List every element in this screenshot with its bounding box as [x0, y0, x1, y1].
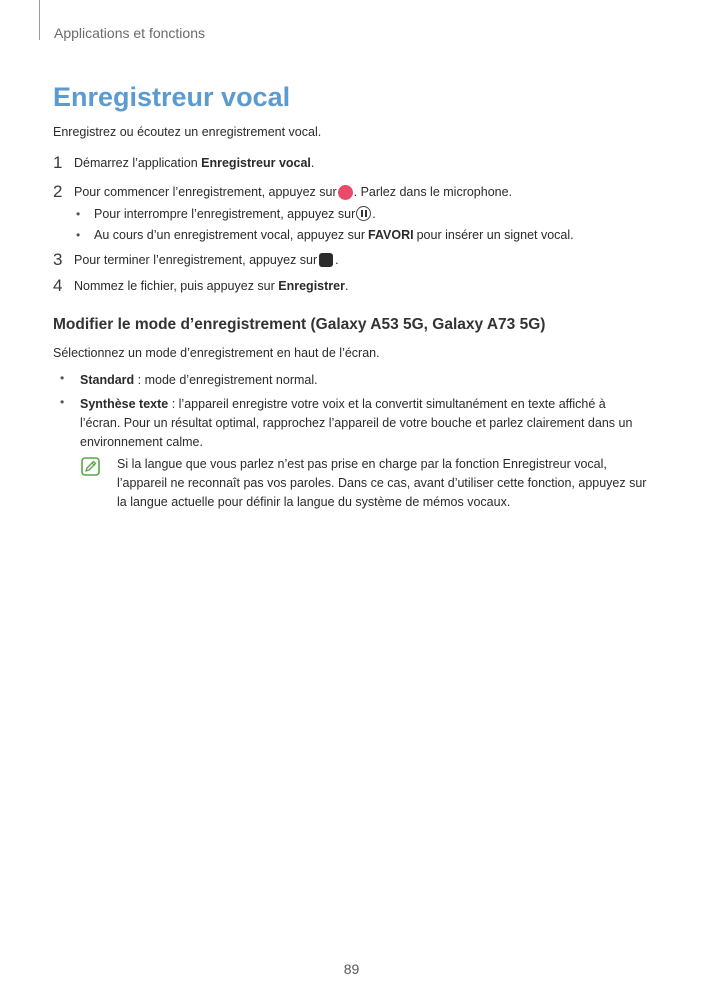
step-3	[53, 250, 339, 270]
step-text	[74, 253, 339, 267]
intro-text: Enregistrez ou écoutez un enregistrement vocal.	[53, 125, 322, 139]
step-number: 2	[53, 182, 63, 201]
mode-name: Synthèse texte	[80, 397, 169, 411]
step-text-pre: Pour commencer l’enregistrement, appuyez sur	[74, 185, 337, 199]
mode-description: : l’appareil enregistre votre voix et la convertit simultanément en texte affiché à l’écran. Pour un résultat optimal, rapprochez l’appareil de votre bouche et parlez clairement dans un environnement calme.	[80, 397, 633, 449]
save-label: Enregistrer	[278, 279, 345, 293]
step-text-post: .	[310, 156, 315, 170]
pause-icon	[356, 206, 371, 221]
bookmark-label: FAVORI	[367, 228, 414, 242]
note-pencil-icon	[81, 457, 100, 476]
bullet-dot: •	[76, 206, 81, 221]
page-number: 89	[343, 961, 360, 977]
mode-text	[80, 395, 645, 452]
margin-rule	[39, 0, 40, 40]
section-title: Modifier le mode d’enregistrement (Galaxy A53 5G, Galaxy A73 5G)	[53, 316, 546, 333]
substep-text-pre: Pour interrompre l’enregistrement, appuyez sur	[94, 206, 356, 221]
step-text-pre: Démarrez l’application	[74, 156, 202, 170]
running-header: Applications et fonctions	[54, 25, 205, 41]
step-text	[74, 156, 314, 170]
bullet-dot: •	[60, 395, 65, 409]
mode-text	[80, 371, 645, 390]
stop-icon	[319, 253, 333, 267]
step-4	[53, 276, 348, 296]
step-text-pre: Nommez le fichier, puis appuyez sur	[74, 279, 279, 293]
bullet-dot: •	[60, 371, 65, 385]
step-text-post: .	[344, 279, 349, 293]
step-text-post: .	[335, 253, 339, 267]
substep-text-pre: Au cours d’un enregistrement vocal, appuyez sur	[94, 228, 365, 242]
substep-pause	[76, 206, 376, 221]
substep-bookmark	[76, 228, 574, 242]
substep-text-post: .	[372, 206, 376, 221]
step-text-pre: Pour terminer l’enregistrement, appuyez sur	[74, 253, 318, 267]
step-number: 4	[53, 276, 63, 295]
step-1	[53, 153, 314, 173]
section-intro: Sélectionnez un mode d’enregistrement en haut de l’écran.	[53, 346, 380, 360]
app-name: Enregistreur vocal	[201, 156, 311, 170]
step-text	[74, 279, 348, 293]
mode-name: Standard	[80, 373, 135, 387]
step-text-post: . Parlez dans le microphone.	[353, 185, 513, 199]
page-title: Enregistreur vocal	[53, 82, 291, 112]
mode-description: : mode d’enregistrement normal.	[134, 373, 318, 387]
record-icon	[338, 185, 353, 200]
step-2	[53, 182, 512, 202]
substep-text-post: pour insérer un signet vocal.	[416, 228, 574, 242]
bullet-dot: •	[76, 228, 81, 242]
step-text	[74, 185, 512, 200]
step-number: 1	[53, 153, 63, 172]
note-text: Si la langue que vous parlez n’est pas prise en charge par la fonction Enregistreur vocal, l’appareil ne reconnaît pas vos paroles. Dans ce cas, avant d’utiliser cette fonction, appuyez sur la langue actuelle pour définir la langue du système de mémos vocaux.	[117, 457, 647, 509]
step-number: 3	[53, 250, 63, 269]
